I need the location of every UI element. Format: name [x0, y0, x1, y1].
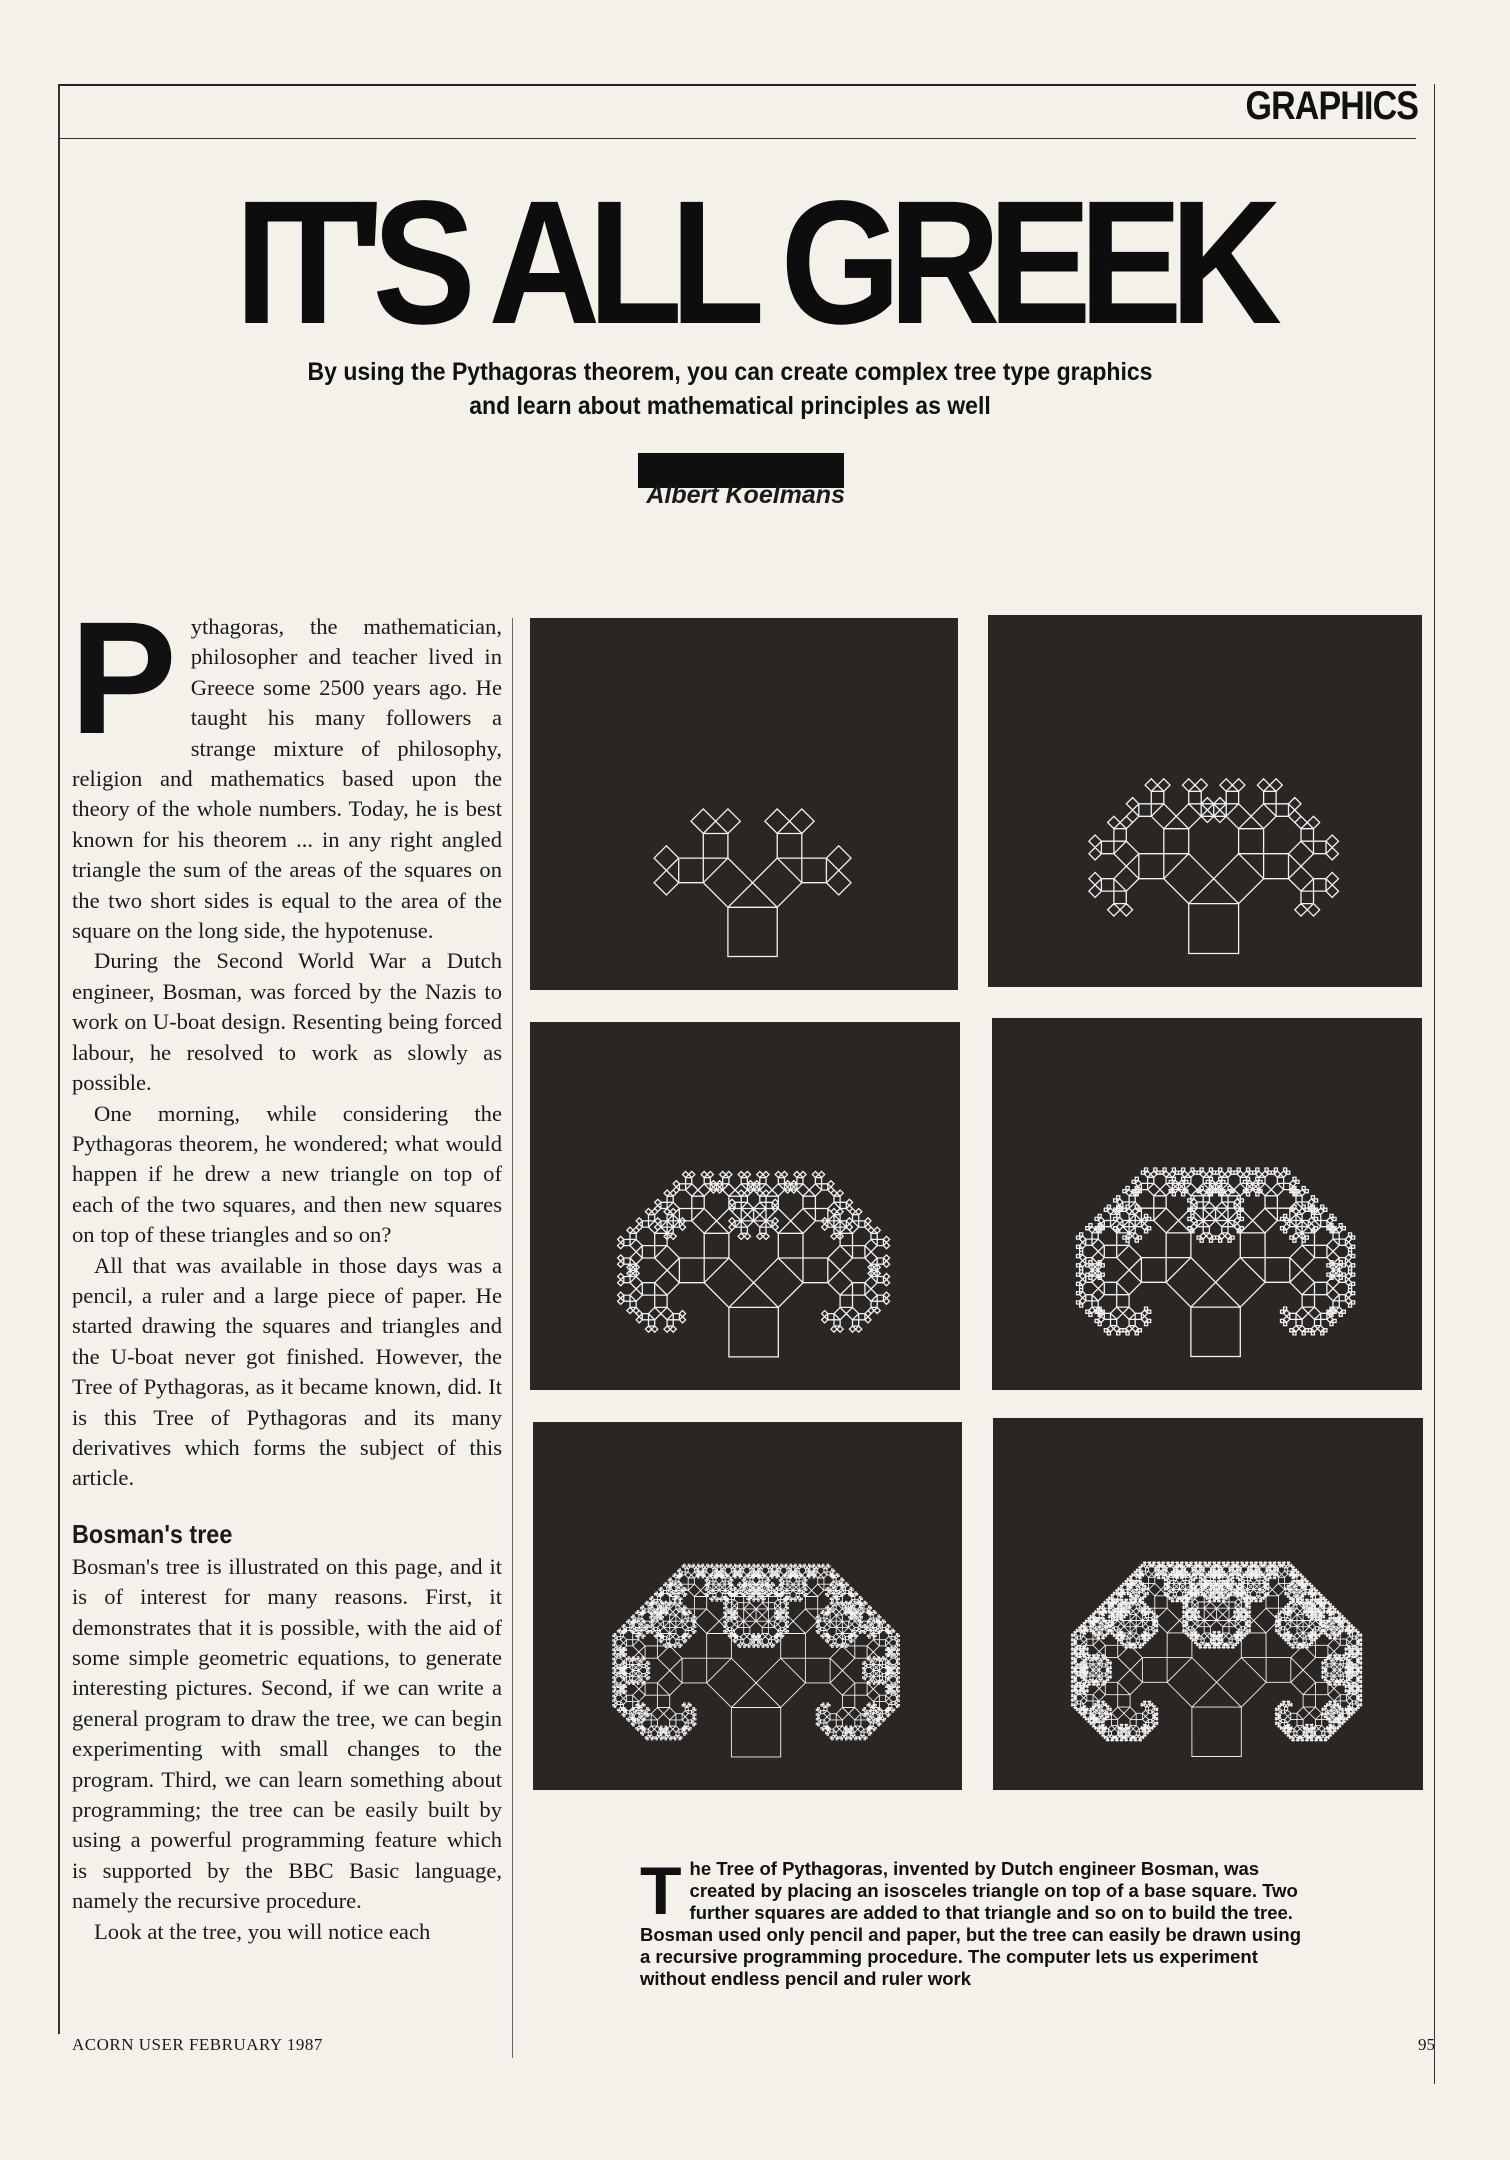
subheading: Bosman's tree [72, 1518, 233, 1549]
tree-graphic-1 [530, 618, 958, 990]
tree-graphic-6 [993, 1418, 1423, 1790]
tree-graphic-4 [992, 1018, 1422, 1390]
paragraph-5: Bosman's tree is illustrated on this page, and it is of interest for many reasons. First, it demonstrates that it is possible, with the aid of some simple geometric equations, to generate interesting pictures. Second, if we can write a general program to draw the tree, we can begin experimenting with small changes to the program. Third, we can learn something about programming; the tree can be easily built by using a powerful programming feature which is supported by the BBC Basic language, namely the recursive procedure. [72, 1553, 502, 1914]
paragraph-1-text: ythagoras, the mathematician, philosopher and teacher lived in Greece some 2500 years ago. He taught his many followers a strange mixture of philosophy, religion and mathematics based upon the theory of the whole numbers. Today, he is best known for his theorem ... in any right angled triangle the sum of the areas of the squares on the two short sides is equal to the area of the square on the long side, the hypotenuse. [72, 614, 502, 944]
paragraph-1 [70, 588, 502, 946]
tree-panel-6 [993, 1418, 1423, 1790]
pythagoras-tree-lines [1089, 779, 1339, 954]
top-rule [58, 84, 1416, 86]
paragraph-2: During the Second World War a Dutch engineer, Bosman, was forced by the Nazis to work on U-boat design. Resenting being forced labour, he resolved to work as slowly as possible. [72, 948, 502, 1096]
pythagoras-tree-lines [654, 809, 851, 957]
paragraph-6: Look at the tree, you will notice each [94, 1918, 431, 1944]
paragraph-3: One morning, while considering the Pythagoras theorem, he wondered; what would happen if he drew a new triangle on top of each of the two squares, and then new squares on top of these triangles and so on? [72, 1100, 502, 1248]
caption-drop-cap: T [640, 1853, 682, 1929]
pythagoras-tree-lines [618, 1171, 890, 1357]
tree-graphic-5 [533, 1422, 962, 1790]
tree-graphic-3 [530, 1022, 960, 1390]
paragraph-4: All that was available in those days was a pencil, a ruler and a large piece of paper. He started drawing the squares and triangles and the U-boat never got finished. However, the Tree of Pythagoras, as it became known, did. It is this Tree of Pythagoras and its many derivatives which forms the subject of this article. [72, 1252, 502, 1491]
column-rule [512, 618, 513, 2058]
standfirst: By using the Pythagoras theorem, you can create complex tree type graphics and learn about mathematical principles as well [307, 358, 1153, 420]
figure-caption [640, 1853, 1310, 1990]
pythagoras-tree-lines [1071, 1562, 1362, 1757]
pythagoras-tree-lines [1077, 1168, 1355, 1357]
publication-footer: ACORN USER FEBRUARY 1987 [72, 2035, 323, 2054]
tree-panel-2 [988, 615, 1422, 987]
page-number: 95 [1418, 2035, 1435, 2054]
left-margin-rule [58, 84, 60, 2034]
caption-text: he Tree of Pythagoras, invented by Dutch engineer Bosman, was created by placing an isosceles triangle on top of a base square. Two further squares are added to that triangle and so on to build the tree. Bosman used only pencil and paper, but the tree can easily be drawn using a recursive programming procedure. The computer lets us experiment without endless pencil and ruler work [640, 1858, 1302, 1989]
tree-graphic-2 [988, 615, 1422, 987]
tree-panel-4 [992, 1018, 1422, 1390]
section-label: GRAPHICS [1245, 84, 1418, 128]
body-column [70, 588, 502, 1947]
tree-panel-1 [530, 618, 958, 990]
tree-panel-3 [530, 1022, 960, 1390]
header-rule [58, 138, 1416, 139]
article-title: IT'S ALL GREEK [235, 165, 1270, 361]
right-margin-rule [1434, 84, 1435, 2084]
pythagoras-tree-lines [613, 1564, 900, 1757]
drop-cap: P [70, 588, 177, 767]
tree-panel-5 [533, 1422, 962, 1790]
byline: Albert Koelmans [646, 481, 845, 509]
